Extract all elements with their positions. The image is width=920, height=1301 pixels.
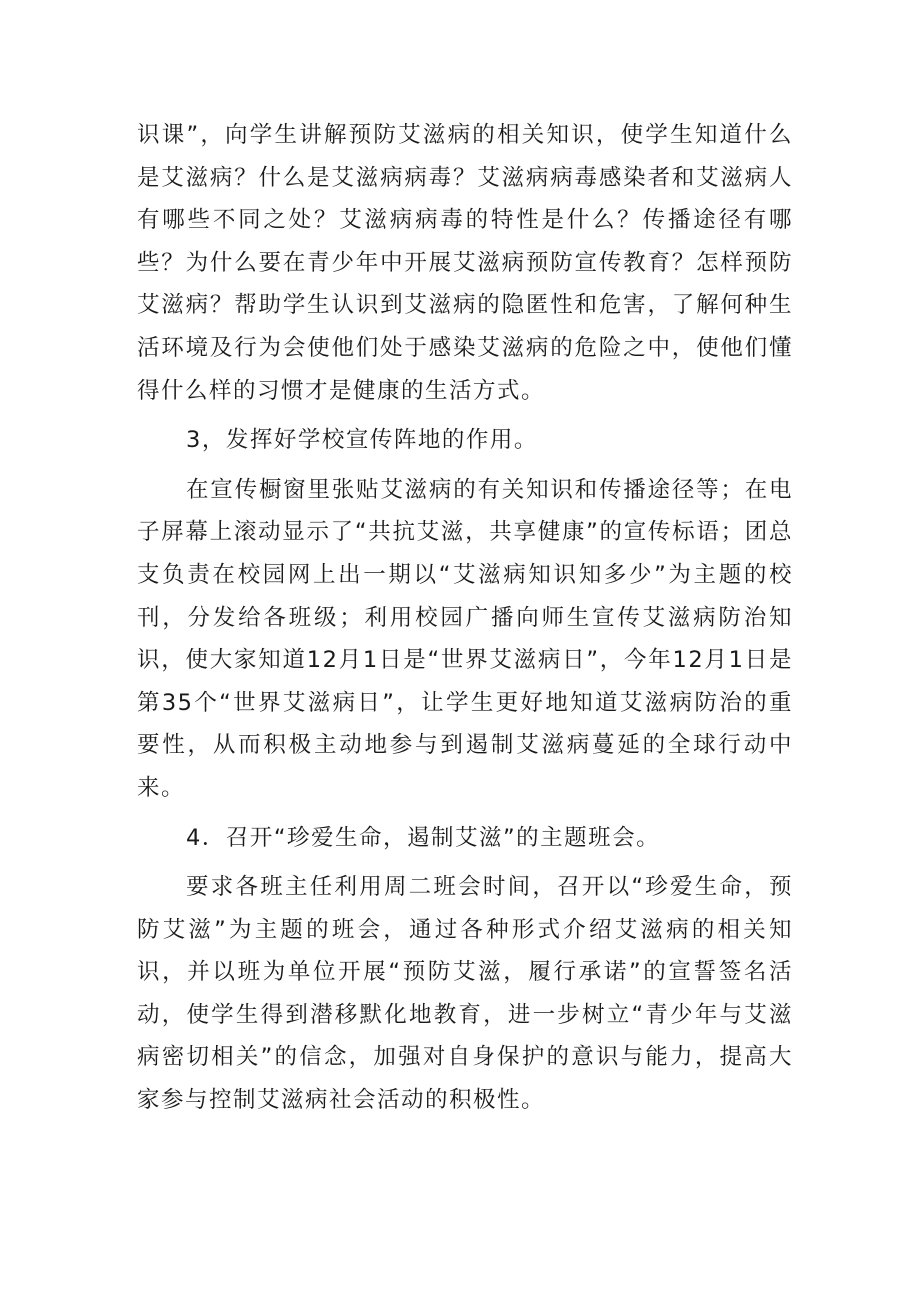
paragraph-intro-continued: 识课”，向学生讲解预防艾滋病的相关知识，使学生知道什么是艾滋病？什么是艾滋病病毒？艾滋病病毒感染者和艾滋病人有哪些不同之处？艾滋病病毒的特性是什么？传播途径有哪些？为什么要在青少年中开展艾滋病预防宣传教育？怎样预防艾滋病？帮助学生认识到艾滋病的隐匿性和危害，了解何种生活环境及行为会使他们处于感染艾滋病的危险之中，使他们懂得什么样的习惯才是健康的生活方式。 [137,122,793,404]
paragraph-class-meeting: 要求各班主任利用周二班会时间，召开以“珍爱生命，预防艾滋”为主题的班会，通过各种形式介绍艾滋病的相关知识，并以班为单位开展“预防艾滋，履行承诺”的宣誓签名活动，使学生得到潜移默化地教育，进一步树立“青少年与艾滋病密切相关”的信念，加强对自身保护的意识与能力，提高大家参与控制艾滋病社会活动的积极性。 [137,874,793,1114]
document-body [137,114,793,1122]
paragraph-publicity: 在宣传橱窗里张贴艾滋病的有关知识和传播途径等；在电子屏幕上滚动显示了“共抗艾滋，共享健康”的宣传标语；团总支负责在校园网上出一期以“艾滋病知识知多少”为主题的校刊，分发给各班级；利用校园广播向师生宣传艾滋病防治知识，使大家知道12月1日是“世界艾滋病日”，今年12月1日是第35个“世界艾滋病日”，让学生更好地知道艾滋病防治的重要性，从而积极主动地参与到遏制艾滋病蔓延的全球行动中来。 [137,476,793,801]
heading-item-3: 3，发挥好学校宣传阵地的作用。 [186,427,538,454]
heading-item-4: 4．召开“珍爱生命，遏制艾滋”的主题班会。 [186,824,661,851]
